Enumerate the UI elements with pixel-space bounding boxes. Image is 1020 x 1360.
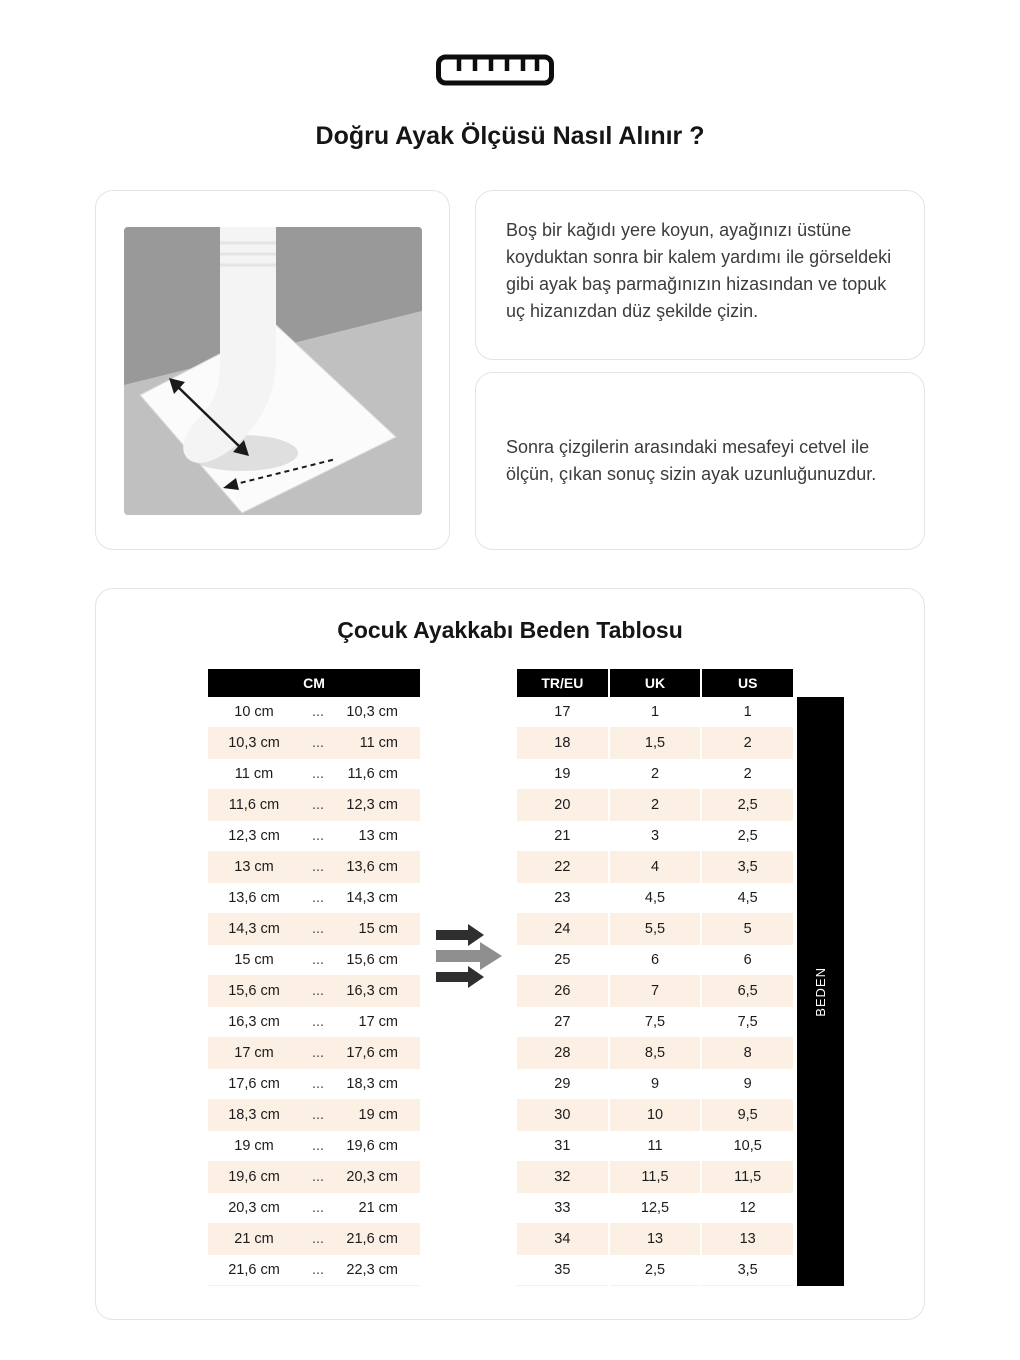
cm-table-row bbox=[208, 1007, 420, 1038]
tr-eu-value: 19 bbox=[517, 759, 608, 790]
beden-side-label: BEDEN bbox=[813, 966, 828, 1017]
cm-from-value: 21,6 cm bbox=[228, 1262, 280, 1278]
us-value: 12 bbox=[702, 1193, 793, 1224]
measure-photo-card bbox=[95, 190, 450, 550]
cm-range-dots: ... bbox=[311, 1169, 325, 1185]
cm-range-dots: ... bbox=[311, 828, 325, 844]
cm-from-value: 20,3 cm bbox=[228, 1200, 280, 1216]
uk-value: 1 bbox=[610, 697, 701, 728]
cm-from-value: 14,3 cm bbox=[228, 921, 280, 937]
cm-table-row bbox=[208, 1255, 420, 1286]
cm-to-value: 16,3 cm bbox=[346, 983, 398, 999]
cm-range-dots: ... bbox=[311, 1262, 325, 1278]
size-col-header-uk: UK bbox=[610, 669, 701, 697]
size-table-header-row bbox=[517, 669, 795, 697]
cm-from-value: 11 cm bbox=[234, 766, 274, 782]
cm-from-value: 19,6 cm bbox=[228, 1169, 280, 1185]
foot-measure-photo bbox=[124, 227, 422, 515]
size-table-row bbox=[517, 1162, 795, 1193]
cm-range-dots: ... bbox=[311, 952, 325, 968]
cm-to-value: 11 cm bbox=[359, 735, 398, 751]
tr-eu-value: 35 bbox=[517, 1255, 608, 1286]
cm-table-row bbox=[208, 1069, 420, 1100]
tr-eu-value: 22 bbox=[517, 852, 608, 883]
uk-value: 6 bbox=[610, 945, 701, 976]
cm-table-row bbox=[208, 945, 420, 976]
size-chart-card bbox=[95, 588, 925, 1320]
size-table-row bbox=[517, 914, 795, 945]
us-value: 10,5 bbox=[702, 1131, 793, 1162]
cm-to-value: 10,3 cm bbox=[346, 704, 398, 720]
tr-eu-value: 31 bbox=[517, 1131, 608, 1162]
us-value: 2 bbox=[702, 759, 793, 790]
instruction-text-1: Boş bir kağıdı yere koyun, ayağınızı üstüne koyduktan sonra bir kalem yardımı ile görseldeki gibi ayak baş parmağınızın hizasından ve topuk uç hizanızdan düz şekilde çizin. bbox=[506, 220, 892, 321]
size-table-row bbox=[517, 945, 795, 976]
cm-range-dots: ... bbox=[311, 890, 325, 906]
size-table-row bbox=[517, 728, 795, 759]
size-table-row bbox=[517, 1007, 795, 1038]
uk-value: 10 bbox=[610, 1100, 701, 1131]
size-col-header-us: US bbox=[702, 669, 793, 697]
cm-to-value: 22,3 cm bbox=[346, 1262, 398, 1278]
cm-table-row bbox=[208, 852, 420, 883]
tr-eu-value: 29 bbox=[517, 1069, 608, 1100]
uk-value: 1,5 bbox=[610, 728, 701, 759]
cm-from-value: 17 cm bbox=[234, 1045, 274, 1061]
uk-value: 13 bbox=[610, 1224, 701, 1255]
cm-from-value: 19 cm bbox=[234, 1138, 274, 1154]
us-value: 11,5 bbox=[702, 1162, 793, 1193]
cm-from-value: 13 cm bbox=[234, 859, 274, 875]
cm-from-value: 12,3 cm bbox=[228, 828, 280, 844]
us-value: 3,5 bbox=[702, 852, 793, 883]
cm-to-value: 17,6 cm bbox=[346, 1045, 398, 1061]
cm-to-value: 21 cm bbox=[358, 1200, 398, 1216]
cm-to-value: 18,3 cm bbox=[346, 1076, 398, 1092]
us-value: 2,5 bbox=[702, 790, 793, 821]
us-value: 13 bbox=[702, 1224, 793, 1255]
cm-to-value: 15 cm bbox=[358, 921, 398, 937]
cm-range-dots: ... bbox=[311, 921, 325, 937]
size-table-row bbox=[517, 790, 795, 821]
cm-table-row bbox=[208, 790, 420, 821]
page-title: Doğru Ayak Ölçüsü Nasıl Alınır ? bbox=[315, 122, 705, 150]
cm-to-value: 17 cm bbox=[358, 1014, 398, 1030]
cm-to-value: 13,6 cm bbox=[346, 859, 398, 875]
uk-value: 7 bbox=[610, 976, 701, 1007]
tr-eu-value: 23 bbox=[517, 883, 608, 914]
size-chart-title: Çocuk Ayakkabı Beden Tablosu bbox=[337, 617, 683, 643]
cm-to-value: 11,6 cm bbox=[347, 766, 398, 782]
uk-value: 4,5 bbox=[610, 883, 701, 914]
size-table-row bbox=[517, 759, 795, 790]
us-value: 7,5 bbox=[702, 1007, 793, 1038]
uk-value: 11 bbox=[610, 1131, 701, 1162]
cm-to-value: 12,3 cm bbox=[346, 797, 398, 813]
cm-range-dots: ... bbox=[311, 1014, 325, 1030]
instruction-card-1 bbox=[475, 190, 925, 360]
cm-table-row bbox=[208, 1100, 420, 1131]
cm-table-row bbox=[208, 1193, 420, 1224]
uk-value: 12,5 bbox=[610, 1193, 701, 1224]
cm-table-row bbox=[208, 1224, 420, 1255]
cm-from-value: 16,3 cm bbox=[228, 1014, 280, 1030]
size-table-row bbox=[517, 1069, 795, 1100]
size-col-header-tr-eu: TR/EU bbox=[517, 669, 608, 697]
cm-table-row bbox=[208, 1038, 420, 1069]
cm-range-dots: ... bbox=[311, 1076, 325, 1092]
tr-eu-value: 20 bbox=[517, 790, 608, 821]
cm-table-row bbox=[208, 728, 420, 759]
tr-eu-value: 34 bbox=[517, 1224, 608, 1255]
cm-from-value: 17,6 cm bbox=[228, 1076, 280, 1092]
us-value: 6 bbox=[702, 945, 793, 976]
size-table-row bbox=[517, 1131, 795, 1162]
tr-eu-value: 27 bbox=[517, 1007, 608, 1038]
cm-table-row bbox=[208, 697, 420, 728]
size-table-row bbox=[517, 852, 795, 883]
instruction-card-2 bbox=[475, 372, 925, 550]
cm-to-value: 21,6 cm bbox=[346, 1231, 398, 1247]
size-table-row bbox=[517, 1038, 795, 1069]
size-table-row bbox=[517, 883, 795, 914]
cm-table-row bbox=[208, 1162, 420, 1193]
us-value: 9 bbox=[702, 1069, 793, 1100]
cm-to-value: 19,6 cm bbox=[346, 1138, 398, 1154]
cm-table-row bbox=[208, 883, 420, 914]
tr-eu-value: 17 bbox=[517, 697, 608, 728]
cm-to-value: 20,3 cm bbox=[346, 1169, 398, 1185]
size-table-row bbox=[517, 1193, 795, 1224]
cm-from-value: 10,3 cm bbox=[228, 735, 280, 751]
us-value: 1 bbox=[702, 697, 793, 728]
uk-value: 2 bbox=[610, 790, 701, 821]
cm-range-dots: ... bbox=[311, 735, 325, 751]
uk-value: 11,5 bbox=[610, 1162, 701, 1193]
us-value: 3,5 bbox=[702, 1255, 793, 1286]
cm-to-value: 14,3 cm bbox=[346, 890, 398, 906]
size-table-row bbox=[517, 1224, 795, 1255]
uk-value: 2 bbox=[610, 759, 701, 790]
tr-eu-value: 30 bbox=[517, 1100, 608, 1131]
cm-range-dots: ... bbox=[311, 1231, 325, 1247]
uk-value: 5,5 bbox=[610, 914, 701, 945]
cm-to-value: 13 cm bbox=[358, 828, 398, 844]
us-value: 2 bbox=[702, 728, 793, 759]
tr-eu-value: 21 bbox=[517, 821, 608, 852]
uk-value: 2,5 bbox=[610, 1255, 701, 1286]
beden-side-bar bbox=[797, 697, 844, 1286]
cm-range-dots: ... bbox=[311, 983, 325, 999]
cm-from-value: 15,6 cm bbox=[228, 983, 280, 999]
arrows-right-icon bbox=[436, 921, 506, 991]
tr-eu-value: 28 bbox=[517, 1038, 608, 1069]
uk-value: 7,5 bbox=[610, 1007, 701, 1038]
us-value: 9,5 bbox=[702, 1100, 793, 1131]
size-table-row bbox=[517, 1100, 795, 1131]
cm-from-value: 18,3 cm bbox=[228, 1107, 280, 1123]
cm-range-dots: ... bbox=[311, 1045, 325, 1061]
size-table-body bbox=[517, 697, 795, 1286]
cm-from-value: 13,6 cm bbox=[228, 890, 280, 906]
cm-range-dots: ... bbox=[311, 704, 325, 720]
tr-eu-value: 18 bbox=[517, 728, 608, 759]
cm-range-dots: ... bbox=[311, 766, 325, 782]
uk-value: 3 bbox=[610, 821, 701, 852]
tr-eu-value: 32 bbox=[517, 1162, 608, 1193]
size-table-row bbox=[517, 976, 795, 1007]
uk-value: 9 bbox=[610, 1069, 701, 1100]
cm-from-value: 21 cm bbox=[234, 1231, 274, 1247]
size-table-row bbox=[517, 1255, 795, 1286]
us-value: 4,5 bbox=[702, 883, 793, 914]
cm-from-value: 15 cm bbox=[234, 952, 274, 968]
cm-table-row bbox=[208, 914, 420, 945]
cm-range-dots: ... bbox=[311, 859, 325, 875]
cm-range-dots: ... bbox=[311, 1107, 325, 1123]
size-table-row bbox=[517, 697, 795, 728]
uk-value: 8,5 bbox=[610, 1038, 701, 1069]
cm-table bbox=[208, 669, 420, 1286]
us-value: 2,5 bbox=[702, 821, 793, 852]
cm-table-row bbox=[208, 1131, 420, 1162]
cm-range-dots: ... bbox=[311, 1200, 325, 1216]
instruction-text-2: Sonra çizgilerin arasındaki mesafeyi cetvel ile ölçün, çıkan sonuç sizin ayak uzunluğunuzdur. bbox=[506, 437, 877, 484]
cm-table-row bbox=[208, 759, 420, 790]
tr-eu-value: 25 bbox=[517, 945, 608, 976]
cm-table-row bbox=[208, 976, 420, 1007]
cm-table-header: CM bbox=[208, 669, 420, 697]
us-value: 5 bbox=[702, 914, 793, 945]
size-table-row bbox=[517, 821, 795, 852]
cm-from-value: 10 cm bbox=[234, 704, 274, 720]
us-value: 8 bbox=[702, 1038, 793, 1069]
uk-value: 4 bbox=[610, 852, 701, 883]
cm-table-row bbox=[208, 821, 420, 852]
cm-range-dots: ... bbox=[311, 1138, 325, 1154]
size-table bbox=[517, 669, 795, 1286]
tr-eu-value: 33 bbox=[517, 1193, 608, 1224]
cm-to-value: 19 cm bbox=[358, 1107, 398, 1123]
cm-table-body bbox=[208, 697, 420, 1286]
cm-from-value: 11,6 cm bbox=[228, 797, 280, 813]
tr-eu-value: 26 bbox=[517, 976, 608, 1007]
us-value: 6,5 bbox=[702, 976, 793, 1007]
tr-eu-value: 24 bbox=[517, 914, 608, 945]
ruler-icon bbox=[435, 50, 555, 90]
cm-range-dots: ... bbox=[311, 797, 325, 813]
cm-to-value: 15,6 cm bbox=[346, 952, 398, 968]
